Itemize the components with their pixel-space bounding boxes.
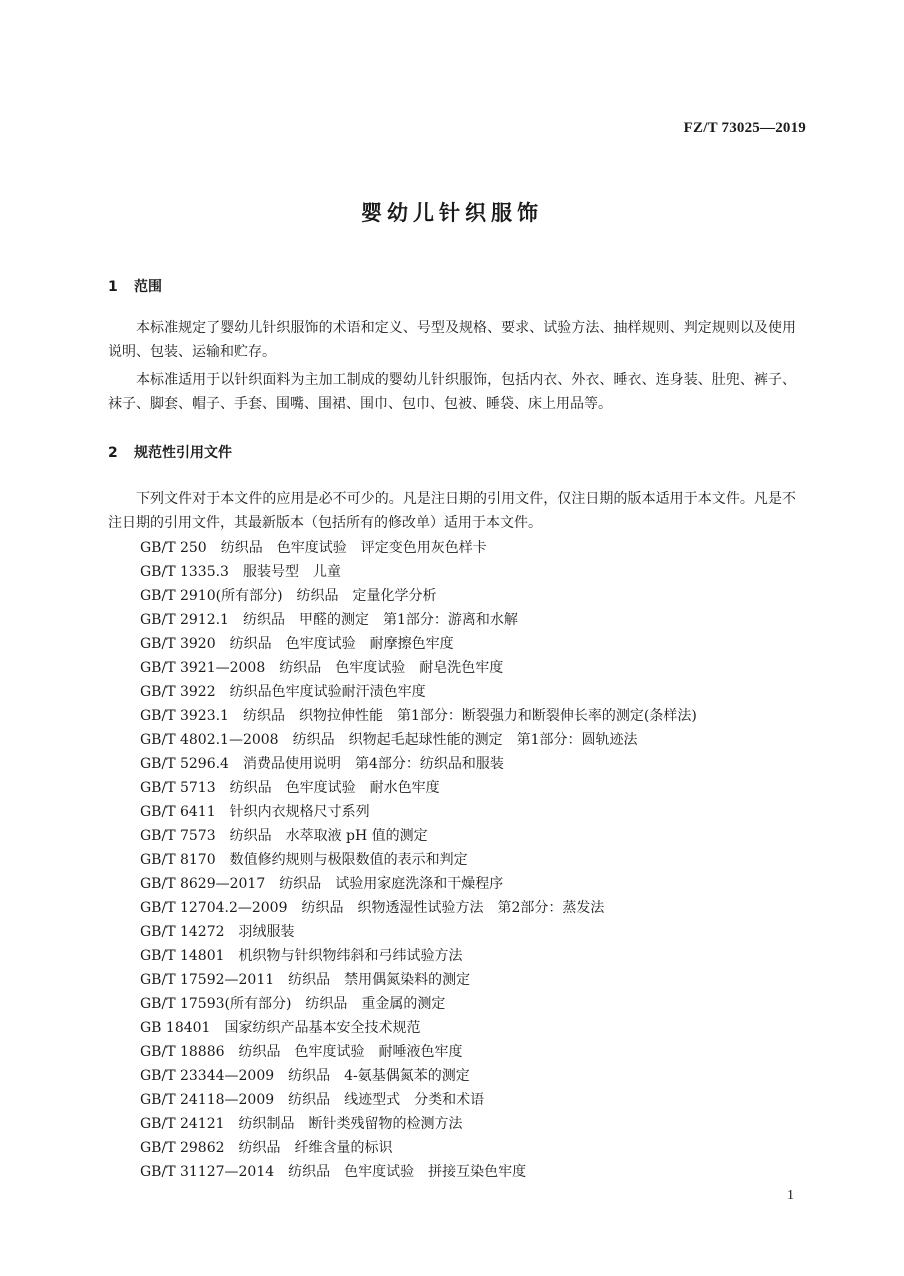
reference-item: GB/T 3921—2008 纺织品 色牢度试验 耐皂洗色牢度 — [140, 660, 504, 676]
reference-item: GB/T 8170 数值修约规则与极限数值的表示和判定 — [140, 852, 468, 868]
reference-item: GB/T 8629—2017 纺织品 试验用家庭洗涤和干燥程序 — [140, 876, 504, 892]
reference-item: GB/T 6411 针织内衣规格尺寸系列 — [140, 804, 370, 820]
standard-code: FZ/T 73025—2019 — [683, 120, 806, 136]
section-number: 2 — [108, 445, 118, 461]
scope-paragraph-1: 本标准规定了婴幼儿针织服饰的术语和定义、号型及规格、要求、试验方法、抽样规则、判定规则以及使用说明、包装、运输和贮存。 — [108, 320, 796, 360]
reference-item: GB/T 24118—2009 纺织品 线迹型式 分类和术语 — [140, 1092, 485, 1108]
section-heading-scope — [108, 276, 162, 296]
reference-item: GB/T 1335.3 服装号型 儿童 — [140, 564, 341, 580]
section-title: 范围 — [134, 279, 162, 295]
references-intro-paragraph: 下列文件对于本文件的应用是必不可少的。凡是注日期的引用文件，仅注日期的版本适用于本文件。凡是不注日期的引用文件，其最新版本（包括所有的修改单）适用于本文件。 — [108, 491, 796, 531]
reference-item: GB/T 23344—2009 纺织品 4-氨基偶氮苯的测定 — [140, 1068, 470, 1084]
document-title: 婴幼儿针织服饰 — [361, 201, 543, 225]
scope-paragraph-2: 本标准适用于以针织面料为主加工制成的婴幼儿针织服饰，包括内衣、外衣、睡衣、连身装、肚兜、裤子、袜子、脚套、帽子、手套、围嘴、围裙、围巾、包巾、包被、睡袋、床上用品等。 — [108, 372, 796, 412]
reference-item: GB 18401 国家纺织产品基本安全技术规范 — [140, 1020, 421, 1036]
reference-item: GB/T 2910(所有部分) 纺织品 定量化学分析 — [140, 588, 437, 604]
reference-item: GB/T 31127—2014 纺织品 色牢度试验 拼接互染色牢度 — [140, 1164, 527, 1180]
reference-item: GB/T 12704.2—2009 纺织品 织物透湿性试验方法 第2部分：蒸发法 — [140, 900, 605, 916]
reference-item: GB/T 24121 纺织制品 断针类残留物的检测方法 — [140, 1116, 463, 1132]
reference-item: GB/T 18886 纺织品 色牢度试验 耐唾液色牢度 — [140, 1044, 463, 1060]
reference-item: GB/T 7573 纺织品 水萃取液 pH 值的测定 — [140, 828, 428, 844]
reference-list — [140, 536, 800, 1184]
reference-item: GB/T 5296.4 消费品使用说明 第4部分：纺织品和服装 — [140, 756, 504, 772]
section-heading-references — [108, 442, 232, 462]
reference-item: GB/T 17593(所有部分) 纺织品 重金属的测定 — [140, 996, 446, 1012]
reference-item: GB/T 2912.1 纺织品 甲醛的测定 第1部分：游离和水解 — [140, 612, 518, 628]
reference-item: GB/T 14272 羽绒服装 — [140, 924, 295, 940]
reference-item: GB/T 3922 纺织品色牢度试验耐汗渍色牢度 — [140, 684, 426, 700]
reference-item: GB/T 14801 机织物与针织物纬斜和弓纬试验方法 — [140, 948, 463, 964]
reference-item: GB/T 29862 纺织品 纤维含量的标识 — [140, 1140, 393, 1156]
reference-item: GB/T 3920 纺织品 色牢度试验 耐摩擦色牢度 — [140, 636, 454, 652]
section-title: 规范性引用文件 — [134, 445, 232, 461]
page-number: 1 — [787, 1188, 794, 1203]
section-number: 1 — [108, 279, 118, 295]
reference-item: GB/T 4802.1—2008 纺织品 织物起毛起球性能的测定 第1部分：圆轨迹法 — [140, 732, 638, 748]
reference-item: GB/T 17592—2011 纺织品 禁用偶氮染料的测定 — [140, 972, 471, 988]
reference-item: GB/T 3923.1 纺织品 织物拉伸性能 第1部分：断裂强力和断裂伸长率的测定(条样法) — [140, 708, 697, 724]
reference-item: GB/T 250 纺织品 色牢度试验 评定变色用灰色样卡 — [140, 540, 487, 556]
reference-item: GB/T 5713 纺织品 色牢度试验 耐水色牢度 — [140, 780, 440, 796]
